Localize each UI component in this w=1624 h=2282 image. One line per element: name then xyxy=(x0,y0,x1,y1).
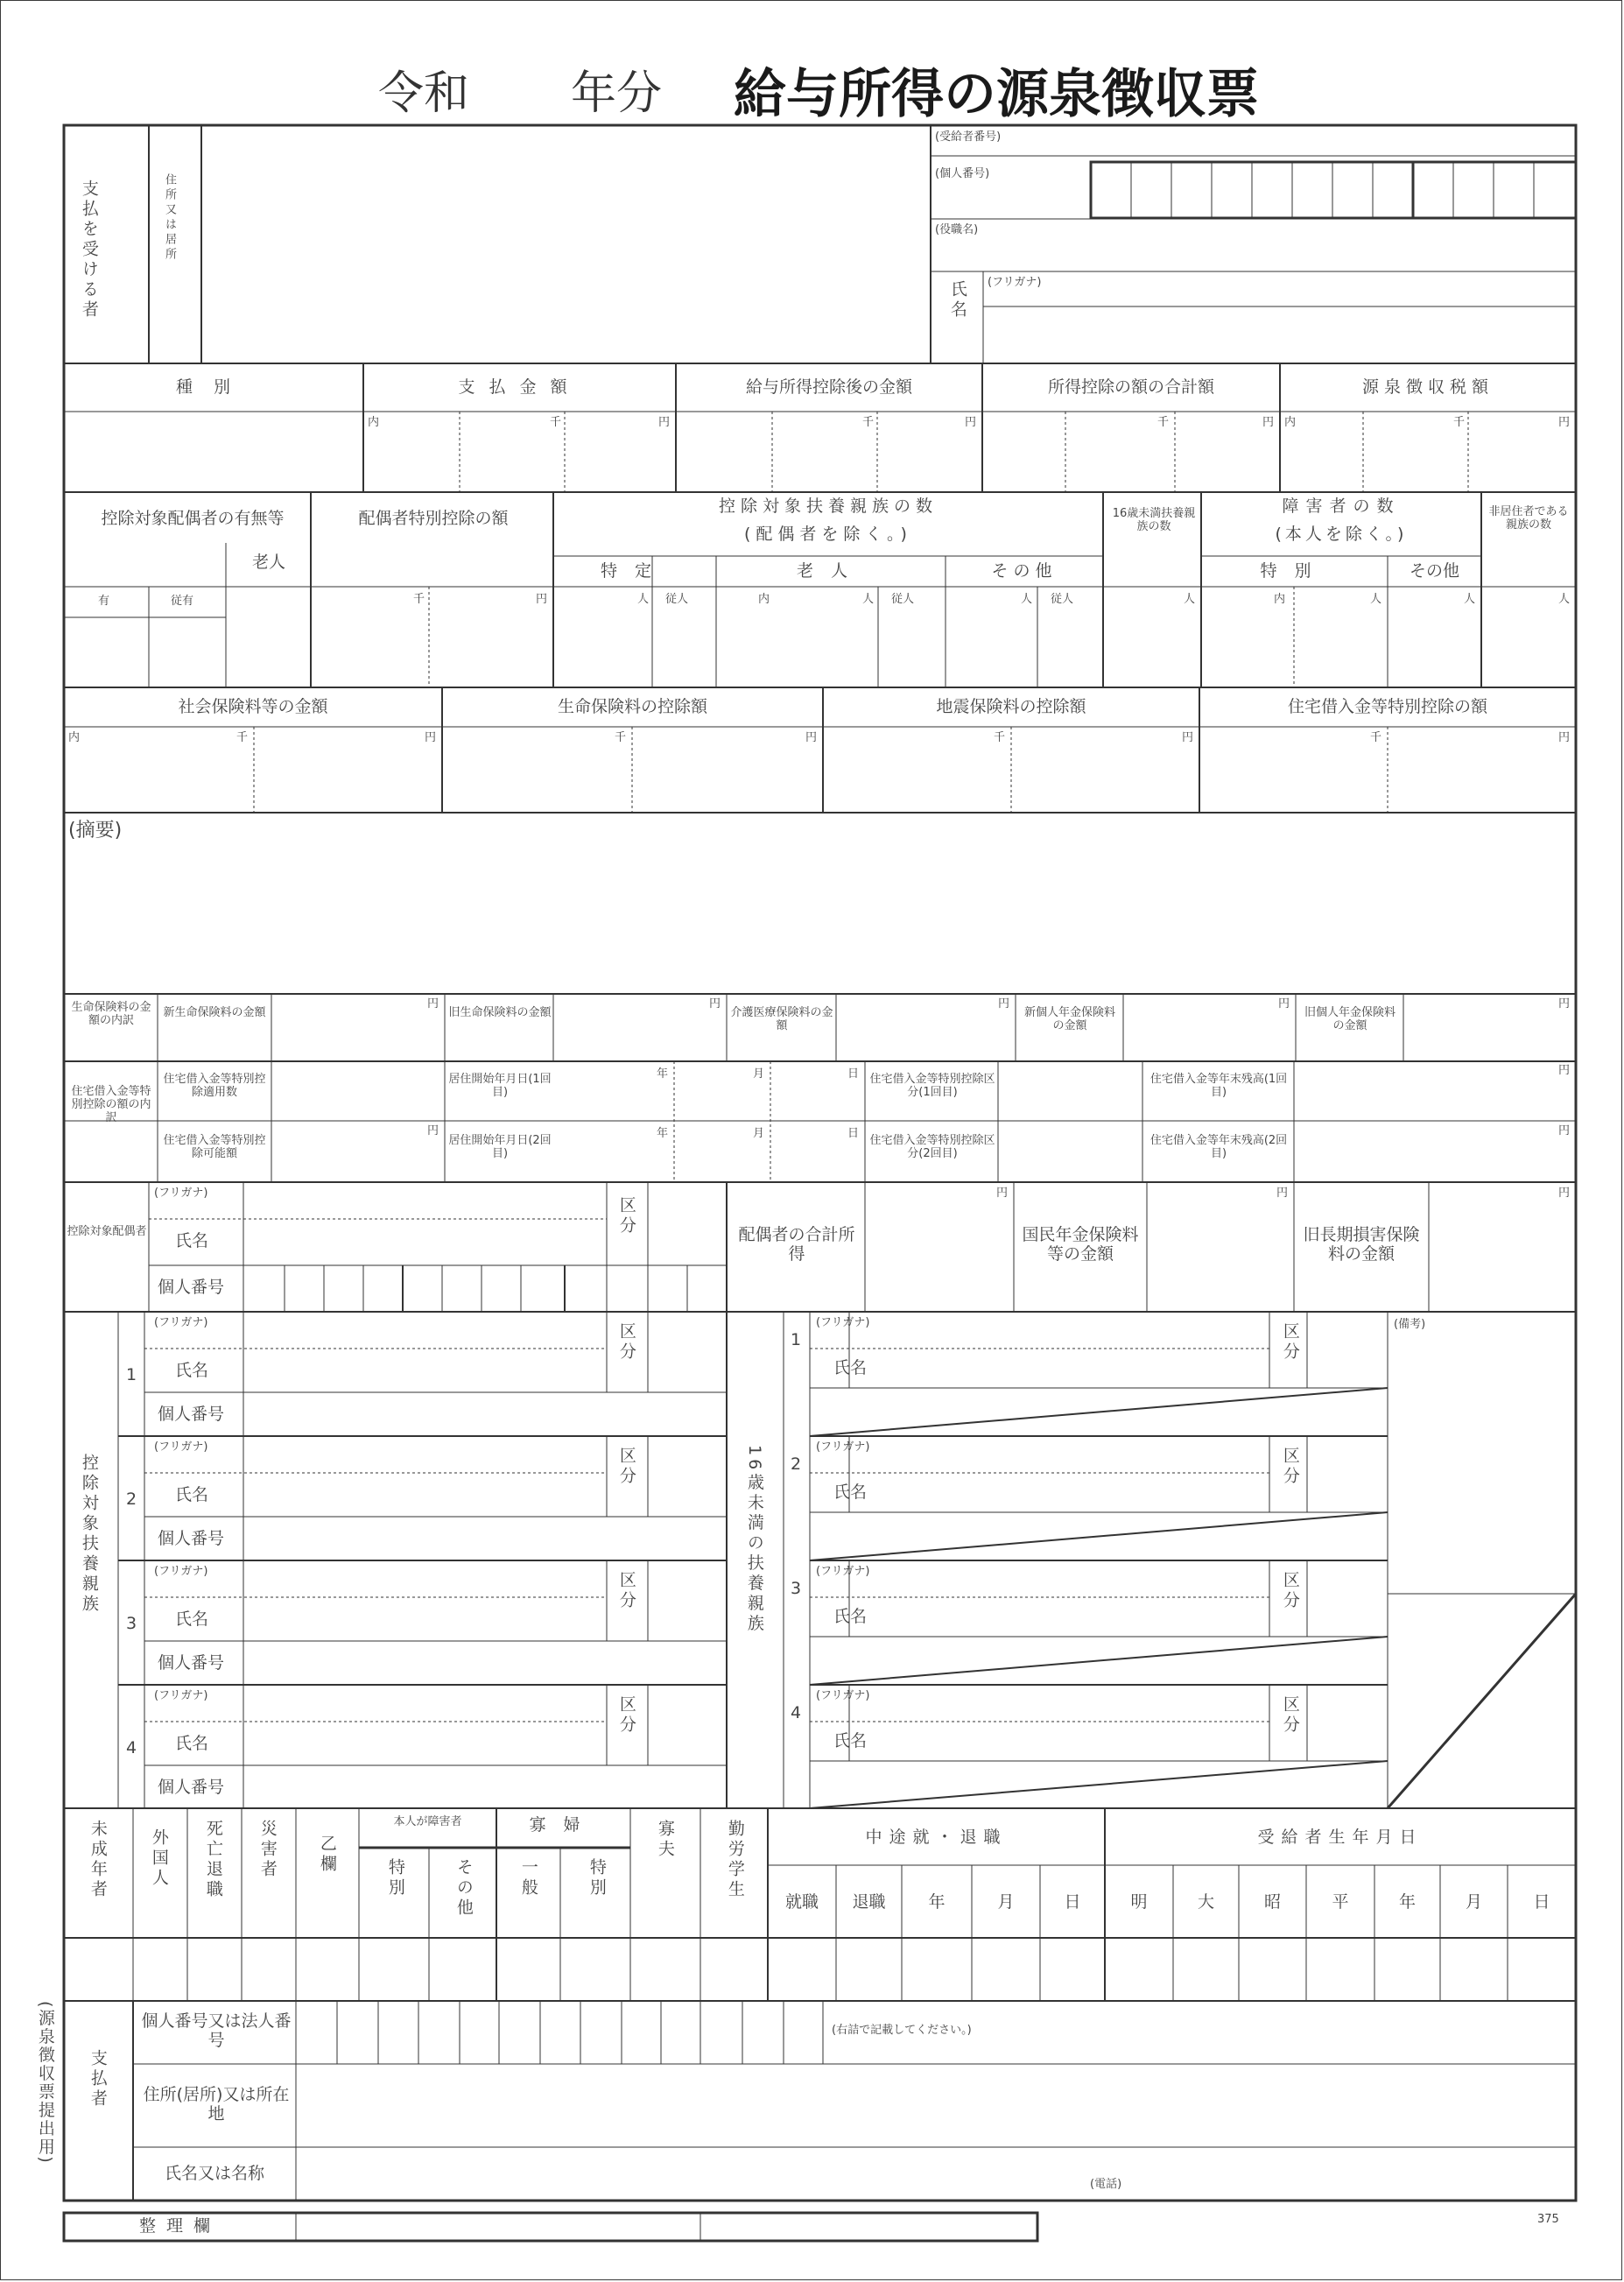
birth-day: 日 xyxy=(1533,1892,1550,1912)
payment-thousand: 千 xyxy=(550,416,562,429)
form-code: 375 xyxy=(1537,2213,1559,2226)
old-long-term-label: 旧長期損害保険料の金額 xyxy=(1303,1225,1420,1264)
ded-total-yen: 円 xyxy=(1262,416,1275,429)
withholding-yen: 円 xyxy=(1558,416,1571,429)
col-widow-general: 一般 xyxy=(518,1858,538,1898)
young-3-name: 氏名 xyxy=(833,1607,868,1626)
disabled-count-header: 障害者の数 xyxy=(1282,497,1401,516)
dep-specific-label: 特定 xyxy=(600,561,669,581)
change-month: 月 xyxy=(997,1892,1015,1912)
ded-total-thousand: 千 xyxy=(1157,416,1170,429)
dep-3-personal-no: 個人番号 xyxy=(158,1653,225,1673)
other-person: 人 xyxy=(1021,593,1033,606)
other-sub-person: 従人 xyxy=(1051,593,1074,606)
young-3-num: 3 xyxy=(791,1579,802,1598)
spouse-status-header: 控除対象配偶者の有無等 xyxy=(101,509,285,528)
old-sub-person: 従人 xyxy=(891,593,915,606)
housing-loan-header: 住宅借入金等特別控除の額 xyxy=(1287,697,1487,716)
young-4-kubun: 区分 xyxy=(1280,1695,1300,1736)
special-person: 人 xyxy=(1370,593,1382,606)
housing-balance-2-yen: 円 xyxy=(1558,1124,1571,1137)
old-life-yen: 円 xyxy=(709,997,721,1011)
payment-yen: 円 xyxy=(658,416,671,429)
old-inner: 内 xyxy=(758,593,770,606)
col-minor: 未成年者 xyxy=(88,1820,108,1900)
dep-1-num: 1 xyxy=(126,1365,137,1384)
under16-person: 人 xyxy=(1184,593,1196,606)
young-4-furigana: (フリガナ) xyxy=(816,1689,870,1702)
social-ins-thousand: 千 xyxy=(236,731,249,744)
dep-4-num: 4 xyxy=(126,1738,137,1757)
national-pension-label: 国民年金保険料等の金額 xyxy=(1022,1225,1139,1264)
dep-2-personal-no: 個人番号 xyxy=(158,1529,225,1548)
after-ded-yen: 円 xyxy=(965,416,977,429)
seiri-label: 整理欄 xyxy=(138,2216,221,2236)
change-hire: 就職 xyxy=(784,1892,819,1912)
dep-3-name: 氏名 xyxy=(175,1609,209,1629)
change-retire: 退職 xyxy=(852,1892,886,1912)
dep-3-furigana: (フリガナ) xyxy=(154,1565,208,1578)
spouse-special-thousand: 千 xyxy=(413,593,425,606)
amount-header-withholding: 源泉徴収税額 xyxy=(1361,377,1494,397)
nonresident-header: 非居住者である親族の数 xyxy=(1488,505,1569,532)
old-life-label: 旧生命保険料の金額 xyxy=(448,1006,552,1019)
recipient-number-label: (受給者番号) xyxy=(935,130,1002,144)
title-main: 給与所得の源泉徴収票 xyxy=(734,64,1259,125)
payer-address-label: 住所(居所)又は所在地 xyxy=(143,2085,290,2124)
specific-person: 人 xyxy=(637,593,650,606)
spouse-income-label: 配偶者の合計所得 xyxy=(738,1225,855,1264)
submission-side-label: (源泉徴収票提出用) xyxy=(35,2001,55,2165)
disabled-other-person: 人 xyxy=(1464,593,1476,606)
young-4-num: 4 xyxy=(791,1703,802,1722)
bikou-label: (備考) xyxy=(1394,1318,1426,1331)
dep-3-num: 3 xyxy=(126,1614,137,1633)
eq-ins-yen: 円 xyxy=(1182,731,1194,744)
date2-month: 月 xyxy=(753,1127,765,1140)
dep-4-kubun: 区分 xyxy=(616,1695,636,1736)
birth-header: 受給者生年月日 xyxy=(1257,1828,1424,1847)
old-person: 人 xyxy=(862,593,875,606)
col-death-retire: 死亡退職 xyxy=(203,1820,223,1900)
col-widow-special: 特別 xyxy=(587,1858,607,1898)
dep-other-label: その他 xyxy=(991,561,1058,581)
disabled-special-label: 特別 xyxy=(1260,561,1329,581)
col-widow: 寡婦 xyxy=(529,1815,598,1835)
life-breakdown-label: 生命保険料の金額の内訳 xyxy=(71,1001,151,1027)
payment-inner: 内 xyxy=(368,416,380,429)
disabled-other-label: その他 xyxy=(1409,561,1459,581)
earthquake-ins-header: 地震保険料の控除額 xyxy=(936,697,1086,716)
change-day: 日 xyxy=(1064,1892,1081,1912)
payee-label: 支払を受ける者 xyxy=(79,180,99,320)
spouse-income-yen: 円 xyxy=(996,1187,1009,1200)
new-pension-yen: 円 xyxy=(1278,997,1290,1011)
payer-number-note: (右詰で記載してください。) xyxy=(832,2024,972,2037)
payer-number-label: 個人番号又は法人番号 xyxy=(141,2011,292,2050)
residence-date-1-label: 居住開始年月日(1回目) xyxy=(448,1073,552,1099)
date2-day: 日 xyxy=(847,1127,860,1140)
care-label: 介護医療保険料の金額 xyxy=(730,1006,833,1032)
housing-balance-1-yen: 円 xyxy=(1558,1064,1571,1077)
eq-ins-thousand: 千 xyxy=(994,731,1006,744)
col-widower: 寡夫 xyxy=(655,1820,675,1860)
birth-heisei: 平 xyxy=(1332,1892,1349,1912)
birth-meiji: 明 xyxy=(1130,1892,1148,1912)
housing-possible-label: 住宅借入金等特別控除可能額 xyxy=(163,1134,266,1160)
new-life-label: 新生命保険料の金額 xyxy=(163,1006,266,1019)
spouse-have: 有 xyxy=(98,595,110,608)
life-ins-header: 生命保険料の控除額 xyxy=(557,697,707,716)
dep-3-kubun: 区分 xyxy=(616,1571,636,1611)
withholding-inner: 内 xyxy=(1284,416,1297,429)
dep-2-furigana: (フリガナ) xyxy=(154,1440,208,1454)
new-pension-label: 新個人年金保険料の金額 xyxy=(1023,1006,1115,1032)
spouse-subordinate: 従有 xyxy=(171,595,194,608)
young-2-furigana: (フリガナ) xyxy=(816,1440,870,1454)
housing-balance-2-label: 住宅借入金等年末残高(2回目) xyxy=(1149,1134,1288,1160)
old-pension-yen: 円 xyxy=(1558,997,1571,1011)
young-2-kubun: 区分 xyxy=(1280,1447,1300,1487)
amount-header-type: 種別 xyxy=(175,377,251,397)
dep-old-label: 老人 xyxy=(796,561,865,581)
nonres-person: 人 xyxy=(1558,593,1571,606)
dep-4-personal-no: 個人番号 xyxy=(158,1778,225,1797)
col-self-disabled-other: その他 xyxy=(453,1858,474,1919)
spouse-section-label: 控除対象配偶者 xyxy=(67,1225,147,1238)
young-2-num: 2 xyxy=(791,1454,802,1474)
personal-number-label: (個人番号) xyxy=(935,167,990,180)
social-ins-inner: 内 xyxy=(68,731,81,744)
title-era: 令和 xyxy=(378,67,470,120)
young-1-kubun: 区分 xyxy=(1280,1322,1300,1363)
withholding-thousand: 千 xyxy=(1453,416,1466,429)
spouse-special-header: 配偶者特別控除の額 xyxy=(358,509,509,528)
position-label: (役職名) xyxy=(935,223,979,236)
amount-header-payment: 支払金額 xyxy=(458,377,581,397)
payee-furigana-label: (フリガナ) xyxy=(988,276,1042,289)
young-1-name: 氏名 xyxy=(833,1358,868,1377)
dependents-section-label: 控除対象扶養親族 xyxy=(79,1454,99,1615)
payer-label: 支払者 xyxy=(88,2049,108,2109)
housing-breakdown-label: 住宅借入金等特別控除の額の内訳 xyxy=(71,1085,151,1124)
dependent-count-sub: (配偶者を除く。) xyxy=(744,525,912,544)
title-year-suffix: 年分 xyxy=(571,67,663,120)
birth-year: 年 xyxy=(1398,1892,1416,1912)
under16-header: 16歳未満扶養親族の数 xyxy=(1112,507,1196,533)
amount-header-after-deduction: 給与所得控除後の金額 xyxy=(745,377,912,397)
dep-1-furigana: (フリガナ) xyxy=(154,1316,208,1329)
specific-sub-person: 従人 xyxy=(665,593,689,606)
young-2-name: 氏名 xyxy=(833,1483,868,1502)
young-3-furigana: (フリガナ) xyxy=(816,1565,870,1578)
housing-count-label: 住宅借入金等特別控除適用数 xyxy=(163,1073,266,1099)
date1-year: 年 xyxy=(657,1067,669,1081)
young-3-kubun: 区分 xyxy=(1280,1571,1300,1611)
change-header: 中途就・退職 xyxy=(865,1828,1008,1847)
dep-4-furigana: (フリガナ) xyxy=(154,1689,208,1702)
housing-kind-1-label: 住宅借入金等特別控除区分(1回目) xyxy=(869,1073,995,1099)
life-ins-thousand: 千 xyxy=(615,731,627,744)
young-1-furigana: (フリガナ) xyxy=(816,1316,870,1329)
housing-thousand: 千 xyxy=(1370,731,1382,744)
dependent-count-header: 控除対象扶養親族の数 xyxy=(718,497,938,516)
dep-2-name: 氏名 xyxy=(175,1485,209,1504)
amount-header-deduction-total: 所得控除の額の合計額 xyxy=(1047,377,1214,397)
col-self-disabled-special: 特別 xyxy=(385,1858,405,1898)
new-life-yen: 円 xyxy=(427,997,439,1011)
social-ins-yen: 円 xyxy=(425,731,437,744)
young-4-name: 氏名 xyxy=(833,1731,868,1750)
dep-1-name: 氏名 xyxy=(175,1361,209,1380)
young-1-num: 1 xyxy=(791,1330,802,1349)
national-pension-yen: 円 xyxy=(1276,1187,1289,1200)
col-disaster: 災害者 xyxy=(257,1820,278,1880)
date2-year: 年 xyxy=(657,1127,669,1140)
housing-possible-yen: 円 xyxy=(427,1124,439,1137)
spouse-personal-no: 個人番号 xyxy=(158,1278,225,1297)
payer-tel-label: (電話) xyxy=(1090,2178,1122,2191)
change-year: 年 xyxy=(928,1892,946,1912)
disabled-count-sub: (本人を除く。) xyxy=(1275,525,1408,544)
spouse-special-yen: 円 xyxy=(536,593,548,606)
old-long-term-yen: 円 xyxy=(1558,1187,1571,1200)
dep-1-kubun: 区分 xyxy=(616,1322,636,1363)
remarks-label: (摘要) xyxy=(68,820,123,842)
birth-showa: 昭 xyxy=(1263,1892,1281,1912)
dep-4-name: 氏名 xyxy=(175,1734,209,1753)
dep-2-kubun: 区分 xyxy=(616,1447,636,1487)
payer-name-label: 氏名又は名称 xyxy=(164,2164,264,2183)
housing-balance-1-label: 住宅借入金等年末残高(1回目) xyxy=(1149,1073,1288,1099)
elderly-label: 老人 xyxy=(252,553,286,572)
col-foreigner: 外国人 xyxy=(149,1828,169,1889)
col-otsu: 乙欄 xyxy=(317,1835,337,1875)
residence-date-2-label: 居住開始年月日(2回目) xyxy=(448,1134,552,1160)
social-ins-header: 社会保険料等の金額 xyxy=(178,697,328,716)
spouse-name: 氏名 xyxy=(175,1231,209,1250)
col-student: 勤労学生 xyxy=(725,1820,745,1900)
old-pension-label: 旧個人年金保険料の金額 xyxy=(1304,1006,1396,1032)
young-dependents-label: 16歳未満の扶養親族 xyxy=(744,1445,764,1635)
payee-address-label: 住所又は居所 xyxy=(162,173,176,263)
date1-month: 月 xyxy=(753,1067,765,1081)
life-ins-yen: 円 xyxy=(805,731,818,744)
birth-month: 月 xyxy=(1465,1892,1482,1912)
payee-name-label: 氏名 xyxy=(947,280,967,320)
housing-kind-2-label: 住宅借入金等特別控除区分(2回目) xyxy=(869,1134,995,1160)
care-yen: 円 xyxy=(998,997,1010,1011)
birth-taisho: 大 xyxy=(1197,1892,1214,1912)
col-self-disabled: 本人が障害者 xyxy=(393,1815,462,1828)
dep-2-num: 2 xyxy=(126,1490,137,1509)
special-inner: 内 xyxy=(1274,593,1286,606)
housing-yen: 円 xyxy=(1558,731,1571,744)
after-ded-thousand: 千 xyxy=(862,416,875,429)
date1-day: 日 xyxy=(847,1067,860,1081)
dep-1-personal-no: 個人番号 xyxy=(158,1405,225,1424)
spouse-furigana: (フリガナ) xyxy=(154,1187,208,1200)
spouse-kubun: 区分 xyxy=(616,1196,636,1236)
